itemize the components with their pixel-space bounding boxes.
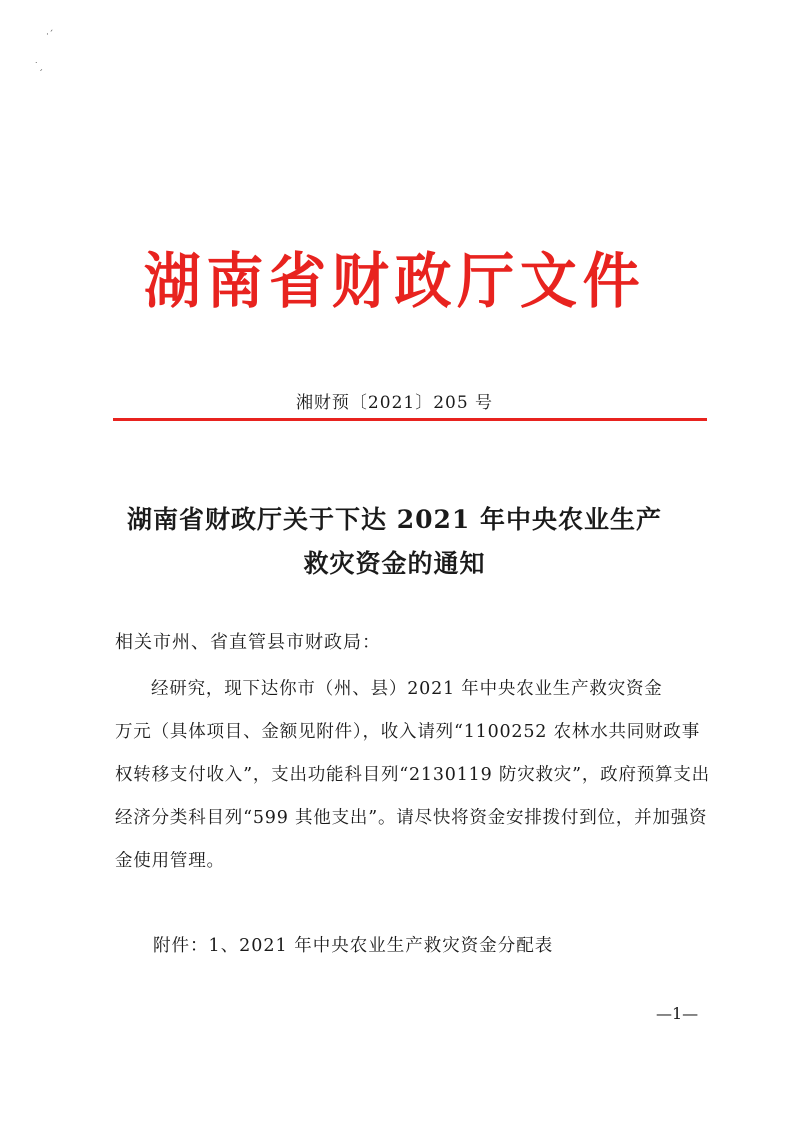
attachment-line: 附件：1、2021 年中央农业生产救灾资金分配表 [153, 936, 554, 956]
issuer-header-title: 湖南省财政厅文件 [143, 247, 646, 317]
notice-body [115, 668, 715, 883]
page-number: —1— [656, 1004, 699, 1023]
red-separator-line [113, 418, 707, 421]
scan-speck-icon: ˙ˏ [34, 62, 43, 72]
scan-speck-icon: ·ˊ [46, 30, 54, 40]
notice-title-line-1: 湖南省财政厅关于下达 2021 年中央农业生产 [127, 505, 662, 534]
document-number: 湘财预〔2021〕205 号 [295, 393, 494, 413]
notice-title-line-2: 救灾资金的通知 [303, 549, 486, 578]
salutation: 相关市州、省直管县市财政局： [115, 632, 381, 653]
notice-title [60, 498, 729, 586]
body-paragraph: 经研究，现下达你市（州、县）2021 年中央农业生产救灾资金 万元（具体项目、金额见附件），收入请列“1100252 农林水共同财政事权转移支付收入”，支出功能科目列“2130119 防灾救灾”，政府预算支出经济分类科目列“599 其他支出”。请尽快将资金安排拨付到位，并加强资金使用管理。 [115, 679, 710, 871]
